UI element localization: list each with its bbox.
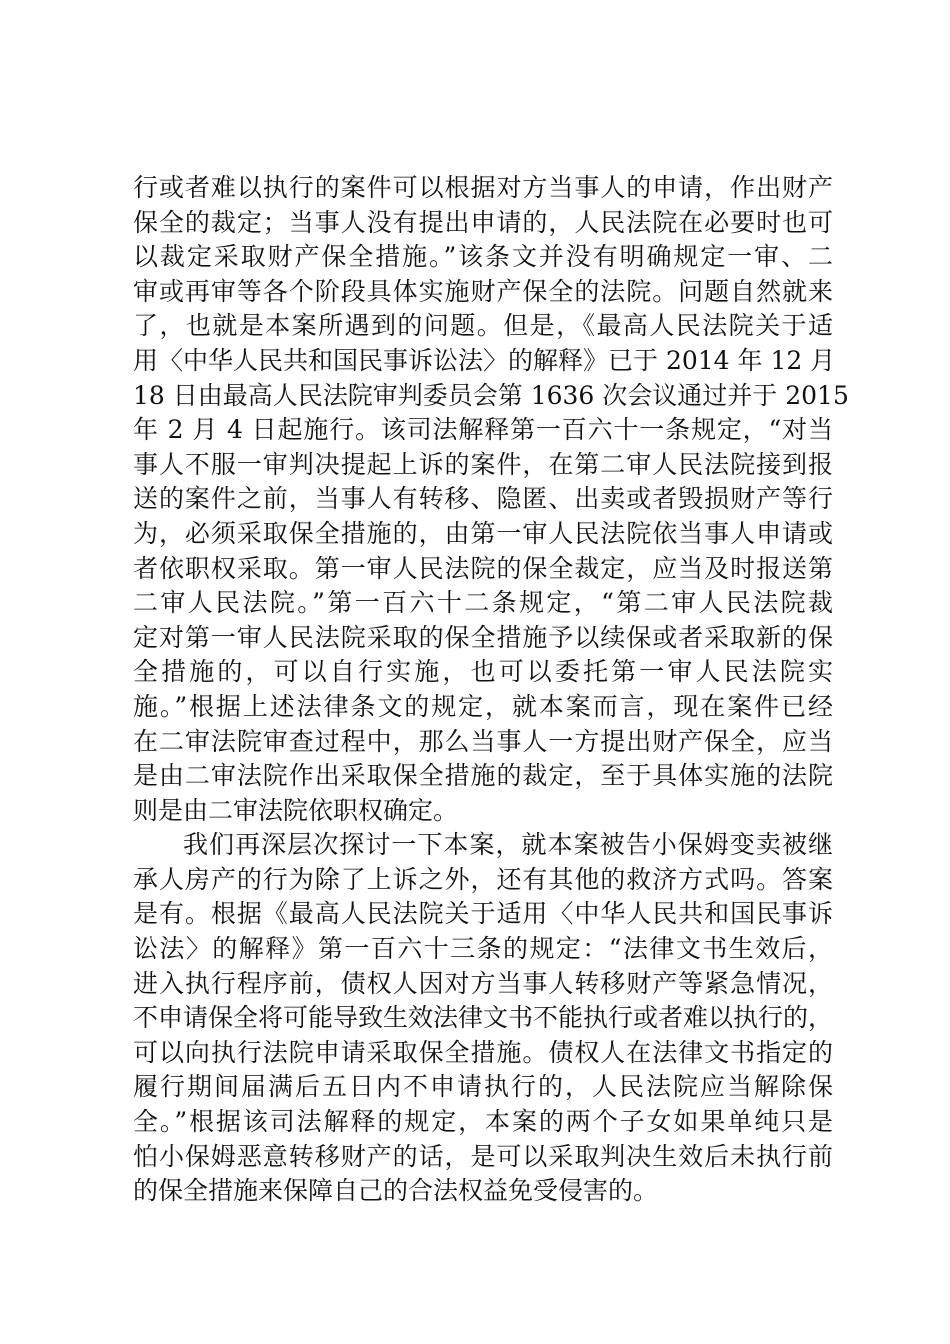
text-line: 怕小保姆恶意转移财产的话，是可以采取判决生效后未执行前: [133, 1141, 833, 1171]
text-line: 的保全措施来保障自己的合法权益免受侵害的。: [133, 1176, 659, 1206]
paragraph-1: [133, 171, 849, 828]
text-line: 履行期间届满后五日内不申请执行的，人民法院应当解除保: [133, 1072, 833, 1102]
text-line: 施。”根据上述法律条文的规定，就本案而言，现在案件已经: [133, 691, 833, 721]
text-line: 为，必须采取保全措施的，由第一审人民法院依当事人申请或: [133, 518, 833, 548]
text-line: 用〈中华人民共和国民事诉讼法〉的解释》已于 2014 年 12 月: [133, 345, 836, 375]
text-line: 二审人民法院。”第一百六十二条规定，“第二审人民法院裁: [133, 588, 833, 618]
text-line: 承人房产的行为除了上诉之外，还有其他的救济方式吗。答案: [133, 864, 833, 894]
text-line: 不申请保全将可能导致生效法律文书不能执行或者难以执行的，: [133, 1003, 834, 1033]
text-line: 我们再深层次探讨一下本案，就本案被告小保姆变卖被继: [183, 830, 833, 860]
text-line: 年 2 月 4 日起施行。该司法解释第一百六十一条规定，“对当: [133, 415, 833, 445]
text-line: 行或者难以执行的案件可以根据对方当事人的申请，作出财产: [133, 173, 833, 202]
text-line: 是由二审法院作出采取保全措施的裁定，至于具体实施的法院: [133, 761, 833, 791]
text-line: 送的案件之前，当事人有转移、隐匿、出卖或者毁损财产等行: [133, 484, 833, 514]
text-line: 事人不服一审判决提起上诉的案件，在第二审人民法院接到报: [133, 449, 833, 479]
body-text: [133, 171, 849, 1209]
text-line: 全。”根据该司法解释的规定，本案的两个子女如果单纯只是: [133, 1107, 833, 1137]
text-line: 则是由二审法院依职权确定。: [133, 795, 459, 825]
text-line: 以裁定采取财产保全措施。”该条文并没有明确规定一审、二: [133, 242, 833, 272]
text-line: 进入执行程序前，债权人因对方当事人转移财产等紧急情况，: [133, 968, 833, 998]
text-line: 可以向执行法院申请采取保全措施。债权人在法律文书指定的: [133, 1037, 833, 1067]
text-line: 定对第一审人民法院采取的保全措施予以续保或者采取新的保: [133, 622, 833, 652]
text-line: 者依职权采取。第一审人民法院的保全裁定，应当及时报送第: [133, 553, 833, 583]
text-line: 全措施的，可以自行实施，也可以委托第一审人民法院实: [133, 657, 833, 687]
text-line: 保全的裁定；当事人没有提出申请的，人民法院在必要时也可: [133, 207, 833, 237]
text-line: 在二审法院审查过程中，那么当事人一方提出财产保全，应当: [133, 726, 833, 756]
text-line: 是有。根据《最高人民法院关于适用〈中华人民共和国民事诉: [133, 899, 833, 929]
text-line: 18 日由最高人民法院审判委员会第 1636 次会议通过并于 2015: [133, 380, 849, 410]
paragraph-2: [133, 828, 833, 1209]
text-line: 了，也就是本案所遇到的问题。但是，《最高人民法院关于适: [133, 311, 833, 341]
text-line: 讼法〉的解释》第一百六十三条的规定：“法律文书生效后，: [133, 934, 833, 964]
text-line: 审或再审等各个阶段具体实施财产保全的法院。问题自然就来: [133, 276, 833, 306]
